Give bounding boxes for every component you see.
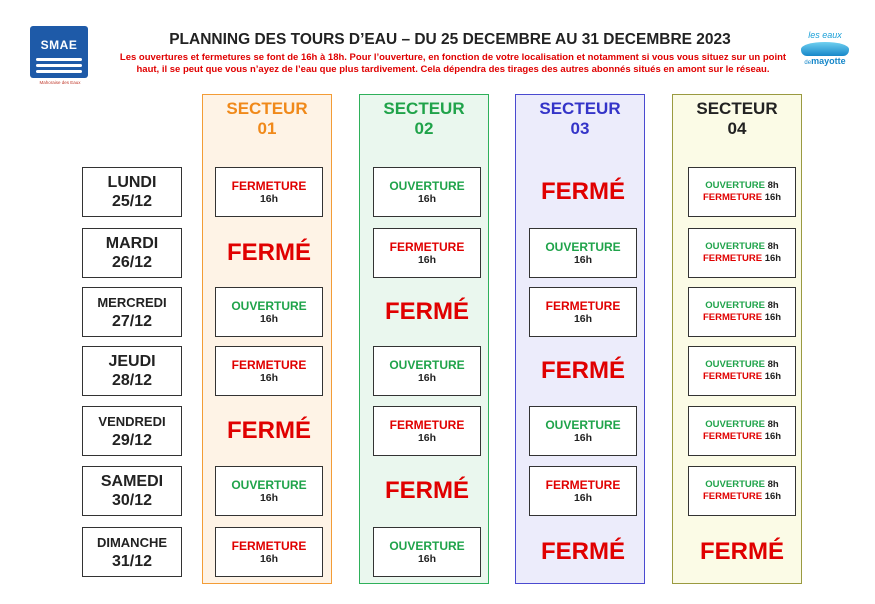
day-name: SAMEDI: [100, 473, 164, 490]
closing-label: FERMETURE: [545, 298, 621, 313]
day-date: 28/12: [111, 372, 153, 389]
closing-line: [689, 431, 795, 443]
s3-jeudi-ferme: FERMÉ: [541, 357, 625, 384]
closing-label: FERMETURE: [389, 239, 465, 254]
s3-samedi-fermeture: [529, 466, 637, 516]
closing-time: 16h: [764, 491, 782, 502]
s4-samedi-ouverture-fermeture: [688, 466, 796, 516]
closing-time: 16h: [764, 312, 782, 323]
opening-line: [689, 241, 795, 253]
sector-02-header: SECTEUR 02: [383, 99, 465, 138]
opening-label: OUVERTURE: [705, 359, 768, 370]
smae-logo-subtitle: Mahoraise des Eaux: [39, 80, 81, 85]
day-label-mercredi: [82, 287, 182, 337]
opening-label: OUVERTURE: [389, 357, 465, 372]
closing-label: FERMETURE: [702, 253, 765, 264]
closing-time: 16h: [764, 431, 782, 442]
opening-label: OUVERTURE: [545, 417, 621, 432]
smae-logo: [30, 26, 90, 86]
day-name: MERCREDI: [97, 295, 167, 310]
opening-label: OUVERTURE: [231, 477, 307, 492]
closing-label: FERMETURE: [702, 491, 765, 502]
day-label-samedi: [82, 466, 182, 516]
time-label: 16h: [259, 371, 279, 384]
closing-time: 16h: [764, 371, 782, 382]
time-label: 16h: [259, 312, 279, 325]
sector-03-header: SECTEUR 03: [539, 99, 621, 138]
s3-vendredi-ouverture: [529, 406, 637, 456]
opening-label: OUVERTURE: [705, 180, 768, 191]
closing-label: FERMETURE: [702, 192, 765, 203]
s2-samedi-ferme: FERMÉ: [385, 477, 469, 504]
closing-label: FERMETURE: [231, 538, 307, 553]
s1-jeudi-fermeture: [215, 346, 323, 396]
opening-label: OUVERTURE: [231, 298, 307, 313]
closing-label: FERMETURE: [702, 312, 765, 323]
opening-line: [689, 419, 795, 431]
s4-mercredi-ouverture-fermeture: [688, 287, 796, 337]
opening-line: [689, 300, 795, 312]
closing-label: FERMETURE: [389, 417, 465, 432]
closing-line: [689, 491, 795, 503]
day-label-jeudi: [82, 346, 182, 396]
opening-time: 8h: [767, 419, 779, 430]
opening-line: [689, 479, 795, 491]
s1-samedi-ouverture: [215, 466, 323, 516]
mayotte-logo-top: les eaux: [808, 30, 842, 40]
page-title: PLANNING DES TOURS D’EAU – DU 25 DECEMBRE AU 31 DECEMBRE 2023: [169, 31, 731, 48]
time-label: 16h: [259, 192, 279, 205]
closing-time: 16h: [764, 192, 782, 203]
closing-line: [689, 253, 795, 265]
day-label-lundi: [82, 167, 182, 217]
opening-time: 8h: [767, 479, 779, 490]
day-name: MARDI: [105, 235, 159, 252]
time-label: 16h: [573, 253, 593, 266]
s3-mardi-ouverture: [529, 228, 637, 278]
closing-label: FERMETURE: [231, 178, 307, 193]
s4-vendredi-ouverture-fermeture: [688, 406, 796, 456]
day-name: JEUDI: [108, 353, 156, 370]
opening-label: OUVERTURE: [705, 479, 768, 490]
opening-time: 8h: [767, 359, 779, 370]
time-label: 16h: [573, 312, 593, 325]
opening-label: OUVERTURE: [705, 300, 768, 311]
day-name: LUNDI: [107, 174, 157, 191]
time-label: 16h: [417, 253, 437, 266]
s2-lundi-ouverture: [373, 167, 481, 217]
s4-mardi-ouverture-fermeture: [688, 228, 796, 278]
s2-jeudi-ouverture: [373, 346, 481, 396]
s3-lundi-ferme: FERMÉ: [541, 178, 625, 205]
closing-line: [689, 371, 795, 383]
closing-line: [689, 312, 795, 324]
day-name: DIMANCHE: [96, 535, 168, 550]
opening-time: 8h: [767, 180, 779, 191]
time-label: 16h: [417, 192, 437, 205]
opening-label: OUVERTURE: [705, 241, 768, 252]
opening-line: [689, 180, 795, 192]
closing-label: FERMETURE: [702, 431, 765, 442]
opening-label: OUVERTURE: [705, 419, 768, 430]
s1-dimanche-fermeture: [215, 527, 323, 577]
opening-label: OUVERTURE: [389, 538, 465, 553]
time-label: 16h: [417, 552, 437, 565]
day-date: 29/12: [111, 432, 153, 449]
closing-label: FERMETURE: [545, 477, 621, 492]
s1-lundi-fermeture: [215, 167, 323, 217]
s3-dimanche-ferme: FERMÉ: [541, 538, 625, 565]
time-label: 16h: [573, 491, 593, 504]
s4-jeudi-ouverture-fermeture: [688, 346, 796, 396]
day-date: 26/12: [111, 254, 153, 271]
closing-line: [689, 192, 795, 204]
s1-mercredi-ouverture: [215, 287, 323, 337]
page-subtitle: Les ouvertures et fermetures se font de 16h à 18h. Pour l’ouverture, en fonction de votre localisation et notamment si vous vous situez sur un point haut, il se peut que vous n’ayez de l’eau que plus tardivement. Cela dépendra des tirages des autres abonnés situés en amont sur le réseau.: [119, 52, 787, 75]
opening-time: 8h: [767, 241, 779, 252]
day-name: VENDREDI: [98, 414, 166, 429]
day-label-mardi: [82, 228, 182, 278]
s1-vendredi-ferme: FERMÉ: [227, 417, 311, 444]
closing-label: FERMETURE: [702, 371, 765, 382]
eaux-de-mayotte-logo: [790, 30, 860, 80]
time-label: 16h: [417, 371, 437, 384]
sector-01-header: SECTEUR 01: [226, 99, 308, 138]
s1-mardi-ferme: FERMÉ: [227, 239, 311, 266]
time-label: 16h: [259, 491, 279, 504]
s2-vendredi-fermeture: [373, 406, 481, 456]
wave-icon: [801, 42, 849, 56]
day-date: 30/12: [111, 492, 153, 509]
s4-dimanche-ferme: FERMÉ: [700, 538, 784, 565]
closing-time: 16h: [764, 253, 782, 264]
day-date: 25/12: [111, 193, 153, 210]
day-label-vendredi: [82, 406, 182, 456]
mayotte-logo-bottom: demayotte: [804, 56, 846, 66]
smae-logo-text: SMAE: [40, 38, 78, 52]
s4-lundi-ouverture-fermeture: [688, 167, 796, 217]
s2-dimanche-ouverture: [373, 527, 481, 577]
opening-label: OUVERTURE: [545, 239, 621, 254]
day-date: 31/12: [111, 553, 153, 570]
opening-line: [689, 359, 795, 371]
opening-time: 8h: [767, 300, 779, 311]
time-label: 16h: [259, 552, 279, 565]
time-label: 16h: [417, 431, 437, 444]
day-label-dimanche: [82, 527, 182, 577]
sector-04-header: SECTEUR 04: [696, 99, 778, 138]
time-label: 16h: [573, 431, 593, 444]
opening-label: OUVERTURE: [389, 178, 465, 193]
closing-label: FERMETURE: [231, 357, 307, 372]
day-date: 27/12: [111, 313, 153, 330]
s2-mardi-fermeture: [373, 228, 481, 278]
s3-mercredi-fermeture: [529, 287, 637, 337]
s2-mercredi-ferme: FERMÉ: [385, 298, 469, 325]
